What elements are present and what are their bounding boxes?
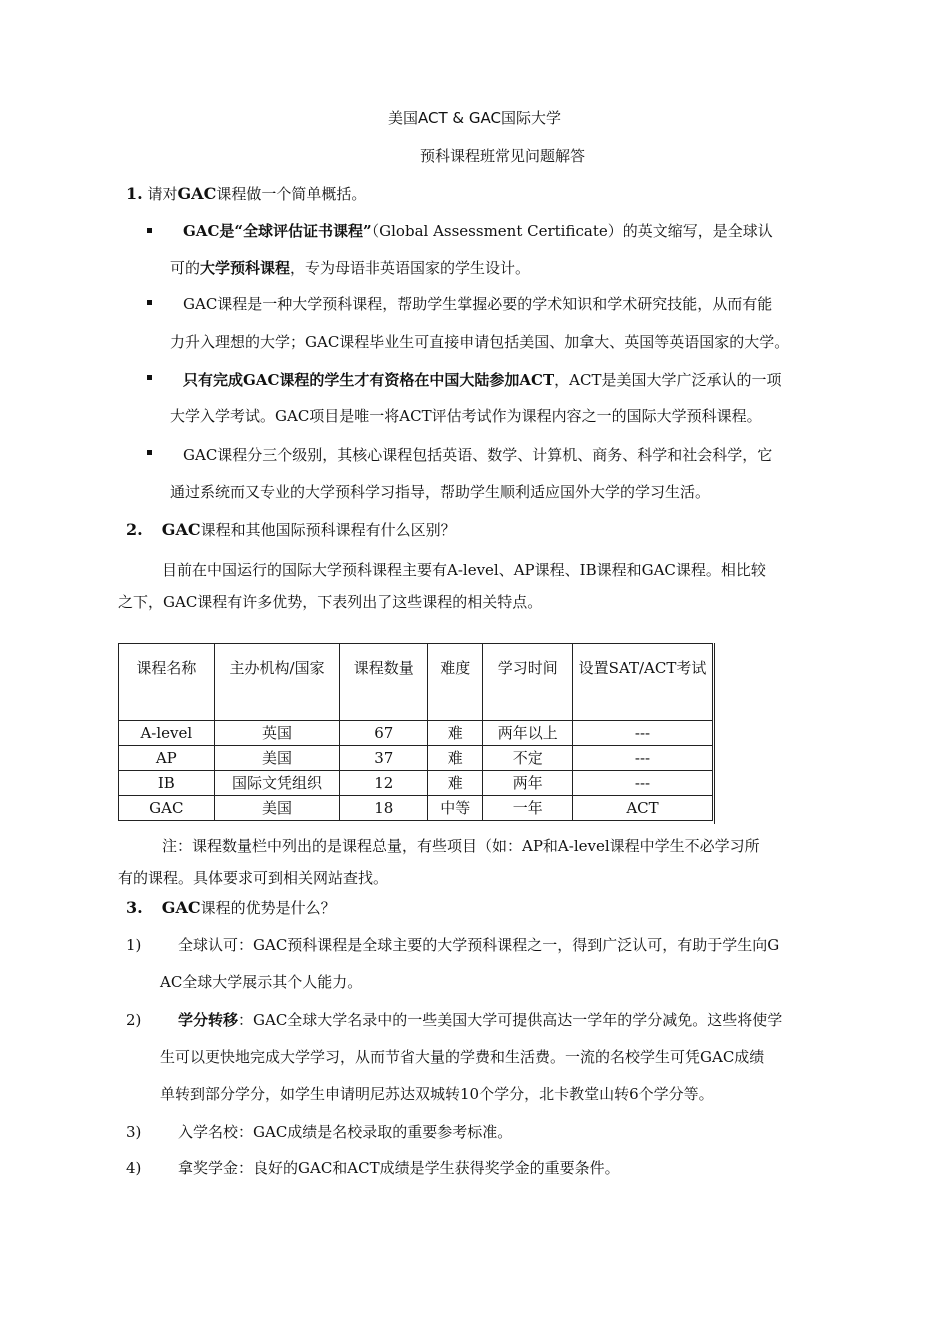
table-header-row — [119, 644, 713, 721]
q3-item1-marker: 1) — [126, 936, 142, 954]
table-row — [119, 746, 713, 771]
q1-bullet4-line1: GAC课程分三个级别，其核心课程包括英语、数学、计算机、商务、科学和社会科学，它 — [183, 446, 773, 464]
bullet-icon — [147, 450, 152, 455]
bullet-icon — [147, 375, 152, 380]
q3-item1-line1: 全球认可：GAC预科课程是全球主要的大学预科课程之一，得到广泛认可，有助于学生向G — [178, 936, 780, 954]
q2-suffix: 课程和其他国际预科课程有什么区别？ — [200, 521, 456, 539]
q3-item3-line1: 入学名校：GAC成绩是名校录取的重要参考标准。 — [178, 1123, 513, 1141]
q3-item2-marker: 2) — [126, 1011, 142, 1029]
q1-heading — [126, 184, 366, 204]
q2-number: 2. — [126, 520, 143, 539]
q2-bold: GAC — [161, 520, 201, 539]
q1-bullet1-l2-rest: ，专为母语非英语国家的学生设计。 — [290, 259, 531, 277]
table-cell: 不定 — [483, 746, 573, 771]
table-cell: 美国 — [214, 746, 340, 771]
q3-suffix: 课程的优势是什么？ — [200, 899, 336, 917]
table-cell: 37 — [340, 746, 428, 771]
table-cell: GAC — [119, 796, 215, 821]
table-row — [119, 796, 713, 821]
q3-item4-marker: 4) — [126, 1159, 142, 1177]
q3-item2-line3: 单转到部分学分，如学生申请明尼苏达双城转10个学分，北卡教堂山转6个学分等。 — [160, 1085, 714, 1103]
table-cell: 难 — [428, 771, 483, 796]
q3-item3-marker: 3) — [126, 1123, 142, 1141]
table-cell: 一年 — [483, 796, 573, 821]
table-header-cell: 主办机构/国家 — [214, 644, 340, 721]
q1-bullet3-bold: 只有完成GAC课程的学生才有资格在中国大陆参加ACT — [183, 371, 555, 389]
bullet-icon — [147, 300, 152, 305]
q1-bullet3-rest: ，ACT是美国大学广泛承认的一项 — [554, 371, 782, 389]
q2-intro-line2: 之下，GAC课程有许多优势，下表列出了这些课程的相关特点。 — [118, 593, 543, 611]
q3-number: 3. — [126, 898, 143, 917]
table-right-border — [714, 643, 715, 824]
table-cell: --- — [573, 721, 713, 746]
q2-note-line2: 有的课程。具体要求可到相关网站查找。 — [118, 869, 389, 887]
table-cell: 18 — [340, 796, 428, 821]
comparison-table — [118, 643, 713, 821]
table-row — [119, 771, 713, 796]
table-cell: 12 — [340, 771, 428, 796]
q1-bullet2-line2: 力升入理想的大学；GAC课程毕业生可直接申请包括美国、加拿大、英国等英语国家的大学。 — [170, 333, 790, 351]
table-cell: 两年以上 — [483, 721, 573, 746]
table-cell: AP — [119, 746, 215, 771]
table-cell: --- — [573, 771, 713, 796]
table-header-cell: 课程数量 — [340, 644, 428, 721]
table-cell: 难 — [428, 746, 483, 771]
q3-heading — [126, 898, 336, 918]
q3-item2-bold: 学分转移 — [178, 1011, 239, 1029]
table-cell: 国际文凭组织 — [214, 771, 340, 796]
table-header-cell: 难度 — [428, 644, 483, 721]
table-cell: 67 — [340, 721, 428, 746]
q2-heading — [126, 520, 456, 540]
q1-bullet3-line1 — [183, 370, 781, 390]
table-cell: A-level — [119, 721, 215, 746]
bullet-icon — [147, 228, 152, 233]
q1-bullet3-line2: 大学入学考试。GAC项目是唯一将ACT评估考试作为课程内容之一的国际大学预科课程。 — [170, 407, 762, 425]
q1-bullet1-l2-prefix: 可的 — [170, 259, 201, 277]
q3-bold: GAC — [161, 898, 201, 917]
q1-bullet4-line2: 通过系统而又专业的大学预科学习指导，帮助学生顺利适应国外大学的学习生活。 — [170, 483, 711, 501]
table-header-cell: 学习时间 — [483, 644, 573, 721]
q1-number: 1. — [126, 184, 143, 203]
table-cell: 两年 — [483, 771, 573, 796]
q1-suffix: 课程做一个简单概括。 — [216, 185, 367, 203]
q1-bullet1-bold: GAC是“全球评估证书课程” — [183, 222, 372, 240]
q3-item1-line2: AC全球大学展示其个人能力。 — [160, 973, 363, 991]
table-cell: 难 — [428, 721, 483, 746]
q1-bullet1-l2-bold: 大学预科课程 — [200, 259, 291, 277]
table-cell: 美国 — [214, 796, 340, 821]
q1-bullet1-line2 — [170, 258, 530, 278]
table-cell: IB — [119, 771, 215, 796]
doc-title-line1: 美国ACT & GAC国际大学 — [388, 109, 561, 127]
table-cell: 英国 — [214, 721, 340, 746]
q3-item2-line2: 生可以更快地完成大学学习，从而节省大量的学费和生活费。一流的名校学生可凭GAC成绩 — [160, 1048, 765, 1066]
table-cell: --- — [573, 746, 713, 771]
q1-bullet1-line1 — [183, 221, 773, 241]
q1-bullet1-rest: （Global Assessment Certificate）的英文缩写，是全球认 — [371, 222, 773, 240]
q3-item2-line1 — [178, 1010, 782, 1030]
doc-title-line2: 预科课程班常见问题解答 — [420, 147, 586, 165]
table-header-cell: 设置SAT/ACT考试 — [573, 644, 713, 721]
table-cell: ACT — [573, 796, 713, 821]
q2-note-line1: 注：课程数量栏中列出的是课程总量，有些项目（如：AP和A-level课程中学生不必学习所 — [162, 837, 760, 855]
q2-intro-line1: 目前在中国运行的国际大学预科课程主要有A-level、AP课程、IB课程和GAC课程。相比较 — [162, 561, 766, 579]
q3-item2-rest: ：GAC全球大学名录中的一些美国大学可提供高达一学年的学分减免。这些将使学 — [238, 1011, 783, 1029]
q1-prefix: 请对 — [147, 185, 178, 203]
table-cell: 中等 — [428, 796, 483, 821]
q3-item4-line1: 拿奖学金：良好的GAC和ACT成绩是学生获得奖学金的重要条件。 — [178, 1159, 620, 1177]
table-row — [119, 721, 713, 746]
q1-bullet2-line1: GAC课程是一种大学预科课程，帮助学生掌握必要的学术知识和学术研究技能，从而有能 — [183, 295, 773, 313]
q1-bold: GAC — [177, 184, 217, 203]
table-header-cell: 课程名称 — [119, 644, 215, 721]
